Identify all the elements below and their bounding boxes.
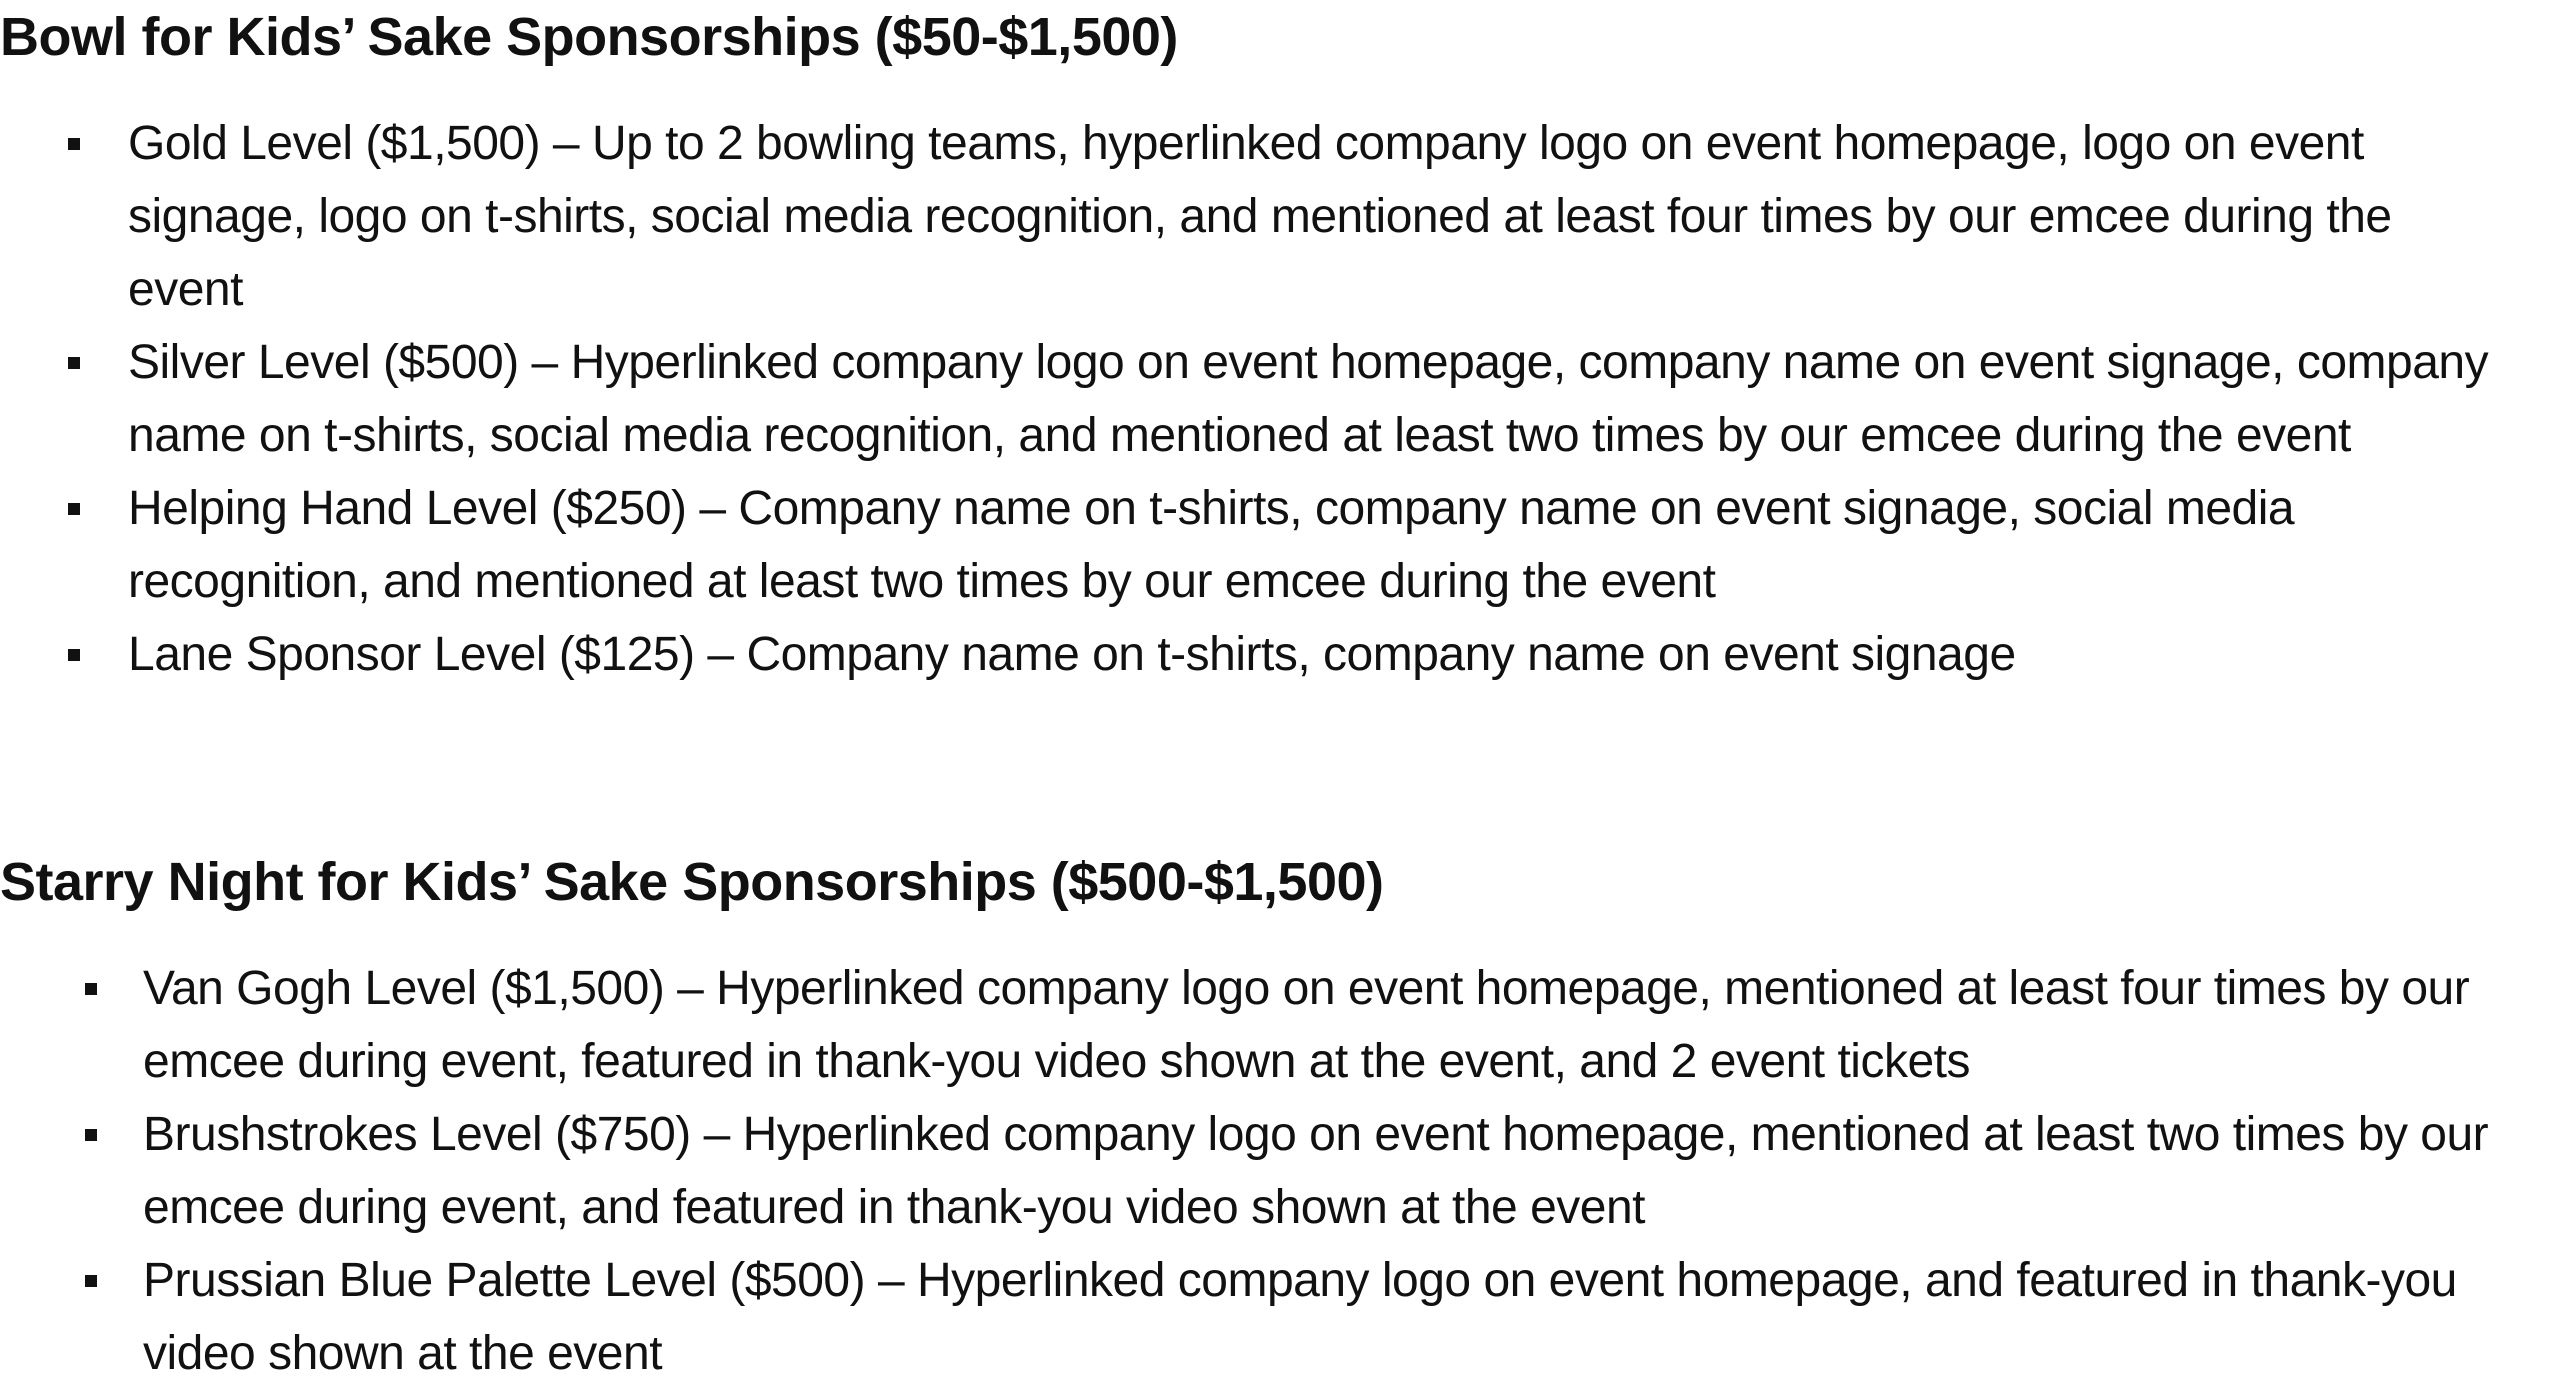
square-bullet-icon (85, 983, 97, 995)
section-heading: Bowl for Kids’ Sake Sponsorships ($50-$1,500) (0, 7, 1178, 67)
list-item-text: Gold Level ($1,500) – Up to 2 bowling teams, hyperlinked company logo on event homepage, logo on event signage, logo on t-shirts, social media recognition, and mentioned at least four times by our emcee during the event (128, 117, 2392, 316)
list-item-text: Helping Hand Level ($250) – Company name on t-shirts, company name on event signage, social media recognition, and mentioned at least two times by our emcee during the event (128, 482, 2295, 608)
list-item (0, 1098, 2523, 1244)
starry-night-section (0, 845, 2560, 1390)
list-item (0, 952, 2523, 1098)
square-bullet-icon (85, 1129, 97, 1141)
list-item (0, 618, 2508, 691)
square-bullet-icon (68, 138, 80, 150)
list-item-text: Van Gogh Level ($1,500) – Hyperlinked company logo on event homepage, mentioned at least four times by our emcee during event, featured in thank-you video shown at the event, and 2 event tickets (143, 962, 2470, 1088)
list-item-text: Brushstrokes Level ($750) – Hyperlinked company logo on event homepage, mentioned at least two times by our emcee during event, and featured in thank-you video shown at the event (143, 1108, 2489, 1234)
sponsorship-list (0, 952, 2560, 1390)
list-item (0, 326, 2508, 472)
square-bullet-icon (68, 649, 80, 661)
square-bullet-icon (68, 503, 80, 515)
bowl-for-kids-sake-section (0, 0, 2560, 691)
section-heading: Starry Night for Kids’ Sake Sponsorships ($500-$1,500) (0, 852, 1384, 912)
square-bullet-icon (85, 1275, 97, 1287)
list-item (0, 107, 2508, 326)
list-item (0, 1244, 2523, 1390)
list-item (0, 472, 2508, 618)
square-bullet-icon (68, 357, 80, 369)
list-item-text: Silver Level ($500) – Hyperlinked company logo on event homepage, company name on event signage, company name on t-shirts, social media recognition, and mentioned at least two times by our emcee during the event (128, 336, 2489, 462)
sponsorship-list (0, 107, 2560, 691)
list-item-text: Lane Sponsor Level ($125) – Company name on t-shirts, company name on event signage (128, 628, 2016, 681)
list-item-text: Prussian Blue Palette Level ($500) – Hyperlinked company logo on event homepage, and featured in thank-you video shown at the event (143, 1254, 2457, 1380)
